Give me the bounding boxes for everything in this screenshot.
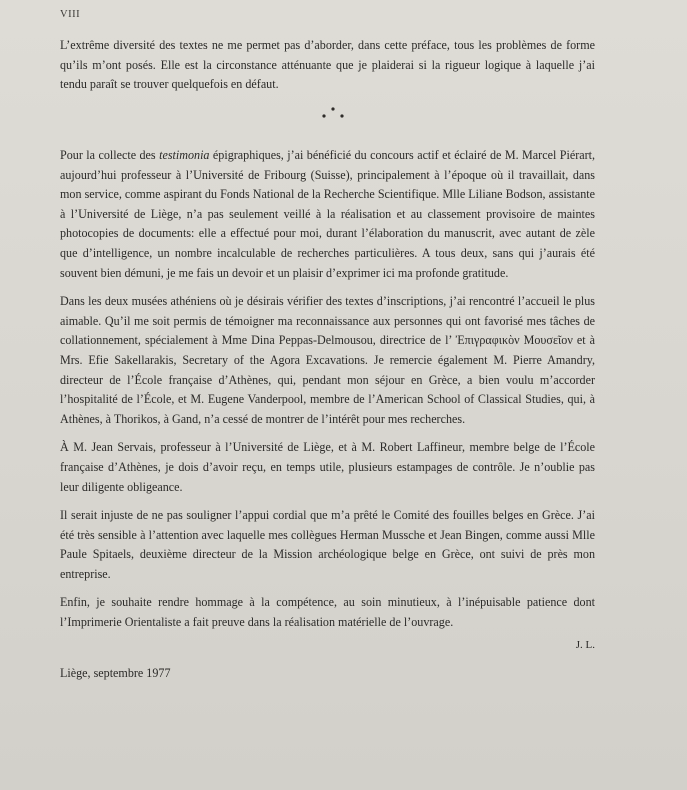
paragraph-testimonia-lead: Pour la collecte des xyxy=(60,148,160,162)
acknowledgements-section xyxy=(60,146,595,693)
intro-paragraph: L’extrême diversité des textes ne me permet pas d’aborder, dans cette préface, tous les problèmes de forme qu’ils m’ont posés. Elle est la circonstance atténuante que je plaiderai si la rigueur logique à laquelle j’ai tendu paraît se trouver quelquefois en défaut. xyxy=(60,38,595,92)
paragraph-testimonia-rest: épigraphiques, j’ai bénéficié du concours actif et éclairé de M. Marcel Piérart, aujourd’hui professeur à l’Université de Fribourg (Suisse), principalement à l’époque où il travaillait, dans mon service, comme aspirant du Fonds National de la Recherche Scientifique. Mlle Liliane Bodson, assistante à l’Université de Liège, n’a pas seulement veillé à la réalisation et au classement provisoire de maintes photocopies de documents: elle a effectué pour moi, durant l’élaboration du manuscrit, avec autant de zèle que d’intelligence, un nombre incalculable de recherches particulières. A tous deux, sans qui j’aurais été souvent bien démuni, je me fais un devoir et un plaisir d’exprimer ici ma profonde gratitude. xyxy=(60,148,596,280)
dateline: Liège, septembre 1977 xyxy=(60,666,171,681)
paragraph-imprimerie: Enfin, je souhaite rendre hommage à la compétence, au soin minutieux, à l’inépuisable patience dont l’Imprimerie Orientaliste a fait preuve dans la réalisation matérielle de l’ouvrage. xyxy=(60,595,595,630)
italic-term-testimonia: testimonia xyxy=(159,148,210,162)
paragraph-testimonia xyxy=(60,146,595,283)
paragraph-estampages: À M. Jean Servais, professeur à l’Université de Liège, et à M. Robert Laffineur, membre belge de l’École française d’Athènes, je dois d’avoir reçu, en temps utile, plusieurs estampages de contrôle. Je n’oublie pas leur diligente obligeance. xyxy=(60,440,595,494)
author-initials: J. L. xyxy=(575,638,595,651)
asterism-separator-icon xyxy=(0,104,687,120)
intro-section xyxy=(60,36,595,95)
page-number: VIII xyxy=(60,9,81,20)
paragraph-athens-museums: Dans les deux musées athéniens où je désirais vérifier des textes d’inscriptions, j’ai rencontré l’accueil le plus aimable. Qu’il me soit permis de témoigner ma reconnaissance aux personnes qui ont favorisé mes tâches de collationnement, spécialement à Mme Dina Peppas-Delmousou, directrice de l’ Ἐπιγραφικὸν Μουσεῖον et à Mrs. Efie Sakellarakis, Secretary of the Agora Excavations. Je remercie également M. Pierre Amandry, directeur de l’École française d’Athènes, qui, pendant mon séjour en Grèce, a bien voulu m’accorder l’hospitalité de l’École, et M. Eugene Vanderpool, membre de l’American School of Classical Studies, qui, à Athènes, à Thorikos, à Gand, n’a cessé de montrer de l’intérêt pour mes recherches. xyxy=(60,294,595,426)
paragraph-comite-fouilles: Il serait injuste de ne pas souligner l’appui cordial que m’a prêté le Comité des fouilles belges en Grèce. J’ai été très sensible à l’attention avec laquelle mes collègues Herman Mussche et Jean Bingen, comme aussi Mlle Paule Spitaels, deuxième directeur de la Mission archéologique belge en Grèce, ont suivi de près mon entreprise. xyxy=(60,508,595,581)
